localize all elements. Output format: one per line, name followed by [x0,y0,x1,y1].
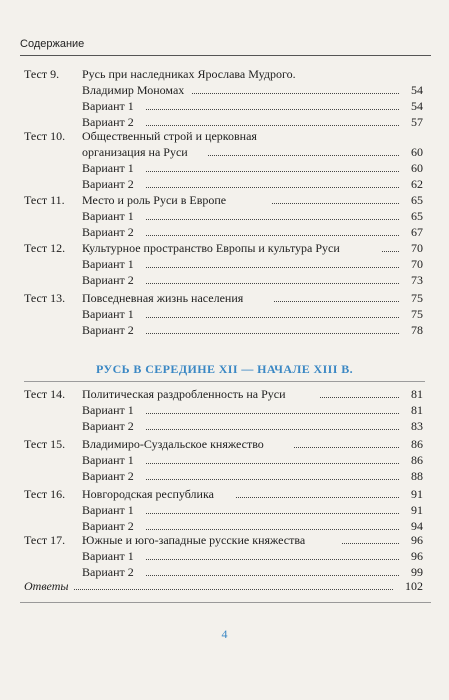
answers-label: Ответы [24,579,69,593]
variant-label: Вариант 2 [82,323,134,337]
page-number: 54 [411,83,423,97]
page-number: 94 [411,519,423,533]
page-number: 91 [411,503,423,517]
page-number: 60 [411,145,423,159]
dot-leader [146,429,399,430]
page-number: 67 [411,225,423,239]
variant-label: Вариант 1 [82,549,134,563]
dot-leader [146,219,399,220]
test-number: Тест 16. [24,487,66,501]
dot-leader [146,171,399,172]
entry-title: Владимиро-Суздальское княжество [82,437,264,451]
page-number: 75 [411,307,423,321]
entry-title: Новгородская республика [82,487,214,501]
test-number: Тест 14. [24,387,66,401]
toc-variant[interactable] [24,272,423,288]
test-number: Тест 10. [24,129,66,143]
dot-leader [382,251,399,252]
running-header: Содержание [20,38,85,50]
toc-variant[interactable] [24,98,423,114]
header-divider [20,55,431,56]
entry-title: Общественный строй и церковная [82,129,257,143]
page-number: 83 [411,419,423,433]
variant-label: Вариант 2 [82,273,134,287]
test-number: Тест 13. [24,291,66,305]
page-number: 70 [411,257,423,271]
variant-label: Вариант 2 [82,419,134,433]
dot-leader [192,93,399,94]
toc-variant[interactable] [24,224,423,240]
variant-label: Вариант 1 [82,209,134,223]
dot-leader [146,575,399,576]
variant-label: Вариант 1 [82,453,134,467]
entry-title: организация на Руси [82,145,188,159]
dot-leader [146,125,399,126]
dot-leader [146,235,399,236]
dot-leader [272,203,399,204]
page-number: 99 [411,565,423,579]
dot-leader [208,155,399,156]
dot-leader [236,497,399,498]
footer-divider [20,602,431,603]
page-number: 70 [411,241,423,255]
toc-variant[interactable] [24,402,423,418]
page-number: 96 [411,533,423,547]
variant-label: Вариант 1 [82,307,134,321]
page-number: 57 [411,115,423,129]
dot-leader [146,479,399,480]
test-number: Тест 9. [24,67,60,81]
entry-title: Русь при наследниках Ярослава Мудрого. [82,67,296,81]
toc-variant[interactable] [24,418,423,434]
page-number: 81 [411,387,423,401]
page-number: 62 [411,177,423,191]
page-number: 54 [411,99,423,113]
dot-leader [146,513,399,514]
page-number: 91 [411,487,423,501]
entry-title: Политическая раздробленность на Руси [82,387,286,401]
entry-title: Повседневная жизнь населения [82,291,244,305]
page-number: 86 [411,437,423,451]
variant-label: Вариант 2 [82,115,134,129]
toc-variant[interactable] [24,160,423,176]
toc-variant[interactable] [24,322,423,338]
page-number: 65 [411,209,423,223]
variant-label: Вариант 2 [82,469,134,483]
section-heading: РУСЬ В СЕРЕДИНЕ XII — НАЧАЛЕ XIII В. [95,362,354,376]
toc-variant[interactable] [24,256,423,272]
variant-label: Вариант 2 [82,225,134,239]
dot-leader [146,559,399,560]
toc-variant[interactable] [24,176,423,192]
dot-leader [146,187,399,188]
dot-leader [320,397,399,398]
dot-leader [294,447,399,448]
page-number: 65 [411,193,423,207]
page-number: 81 [411,403,423,417]
entry-title: Культурное пространство Европы и культура Руси [82,241,340,255]
variant-label: Вариант 1 [82,161,134,175]
test-number: Тест 15. [24,437,66,451]
dot-leader [146,413,399,414]
entry-title: Южные и юго-западные русские княжества [82,533,306,547]
variant-label: Вариант 2 [82,177,134,191]
test-number: Тест 12. [24,241,66,255]
page-number: 75 [411,291,423,305]
test-number: Тест 17. [24,533,66,547]
page-number: 102 [405,579,423,593]
dot-leader [146,529,399,530]
dot-leader [74,589,393,590]
variant-label: Вариант 2 [82,519,134,533]
page-number: 96 [411,549,423,563]
toc-variant[interactable] [24,452,423,468]
dot-leader [146,463,399,464]
dot-leader [146,333,399,334]
page-number: 88 [411,469,423,483]
toc-variant[interactable] [24,502,423,518]
variant-label: Вариант 1 [82,99,134,113]
variant-label: Вариант 1 [82,503,134,517]
page-number: 60 [411,161,423,175]
dot-leader [146,267,399,268]
variant-label: Вариант 1 [82,257,134,271]
toc-variant[interactable] [24,548,423,564]
toc-variant[interactable] [24,306,423,322]
toc-variant[interactable] [24,208,423,224]
variant-label: Вариант 2 [82,565,134,579]
entry-title: Место и роль Руси в Европе [82,193,227,207]
page-number: 78 [411,323,423,337]
dot-leader [146,317,399,318]
page-number: 86 [411,453,423,467]
test-number: Тест 11. [24,193,65,207]
section-divider [24,381,425,382]
variant-label: Вариант 1 [82,403,134,417]
entry-title: Владимир Мономах [82,83,185,97]
dot-leader [146,283,399,284]
dot-leader [342,543,399,544]
toc-variant[interactable] [24,468,423,484]
page-number: 73 [411,273,423,287]
folio: 4 [221,627,228,641]
dot-leader [274,301,399,302]
dot-leader [146,109,399,110]
